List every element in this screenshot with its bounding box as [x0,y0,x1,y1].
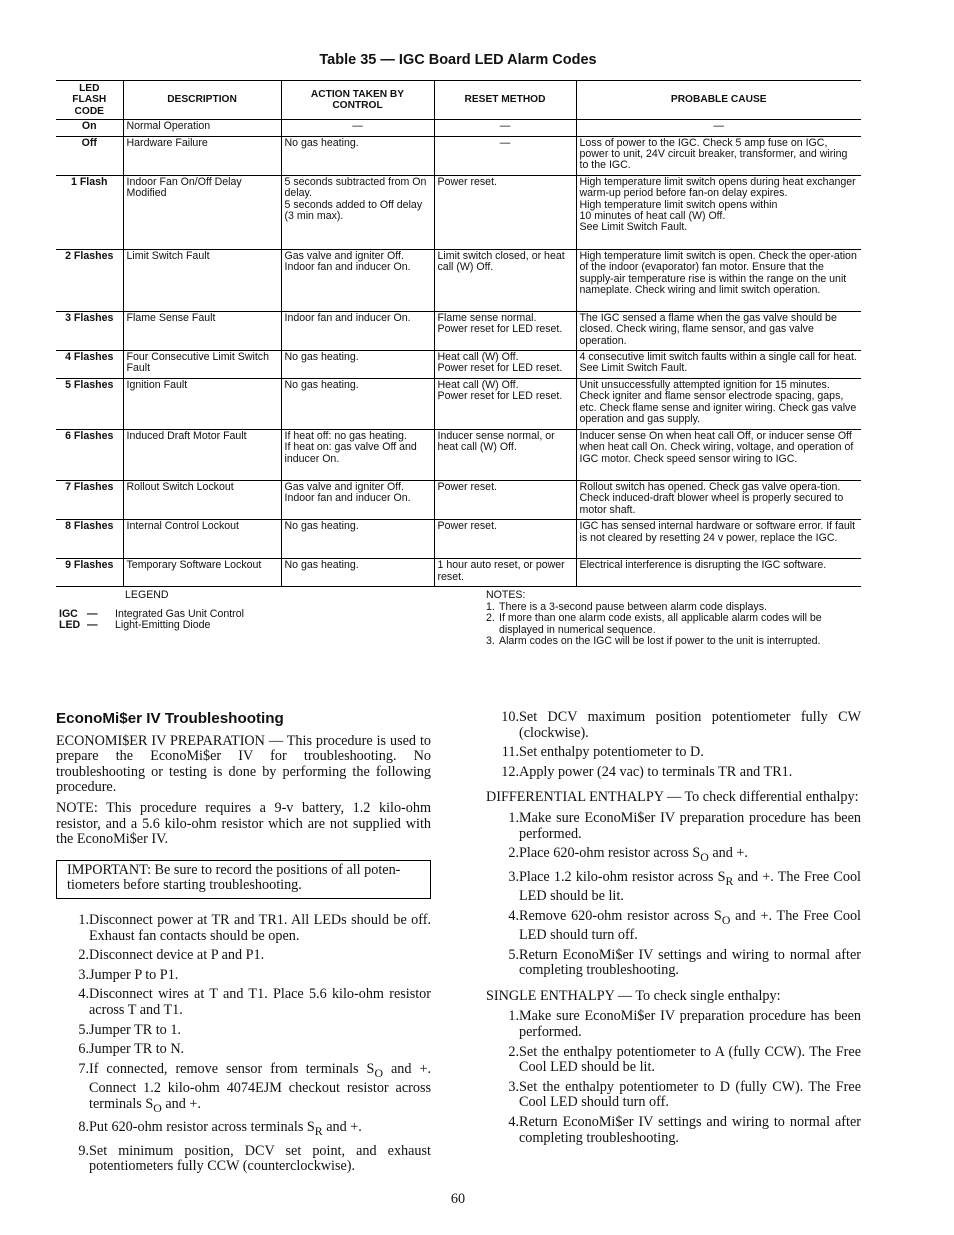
prep-steps [56,913,431,1175]
list-item [486,846,861,865]
list-item [56,1120,431,1139]
list-item [56,913,431,944]
cell-code: On [56,120,123,136]
table-row [56,249,861,311]
step-number: 2. [508,1043,519,1060]
table-row [56,136,861,175]
cell-cause: Electrical interference is disrupting the IGC software. [576,559,861,587]
page-number: 60 [450,1191,466,1207]
cell-code: 8 Flashes [56,520,123,559]
right-column [486,710,861,1150]
step-text: Set minimum position, DCV set point, and exhaust potentiometers fully CCW (counterclockwise). [89,1142,431,1175]
cell-reset: 1 hour auto reset, or power reset. [434,559,576,587]
cell-code: 3 Flashes [56,311,123,350]
list-item [56,1023,431,1039]
cell-reset: — [434,136,576,175]
legend-dash: — [87,607,98,620]
cell-reset: — [434,120,576,136]
cell-reset: Heat call (W) Off. Power reset for LED reset. [434,351,576,379]
list-item [486,909,861,944]
note-number: 3. [486,635,495,647]
section-heading: EconoMi$er IV Troubleshooting [56,710,284,727]
step-text: Make sure EconoMi$er IV preparation procedure has been performed. [519,1008,861,1040]
table-row [56,120,861,136]
step-text: Remove 620-ohm resistor across $S_O$ and +. The Free Cool LED should turn off. [519,907,862,944]
legend-abbr: IGC [59,607,78,620]
list-item [486,710,861,741]
step-number: 10. [501,709,519,725]
differential-steps [486,811,861,979]
cell-cause: The IGC sensed a flame when the gas valve should be closed. Check wiring, flame sensor, and gas valve operation. [576,311,861,350]
notes [486,590,866,648]
cell-reset: Limit switch closed, or heat call (W) Off. [434,249,576,311]
prep-steps-continued [486,710,861,780]
cell-action: 5 seconds subtracted from On delay. 5 seconds added to Off delay (3 min max). [281,175,434,249]
alarm-codes-table [56,80,861,587]
cell-action: Gas valve and igniter Off. Indoor fan and inducer On. [281,480,434,519]
list-item [486,745,861,761]
step-text: Set enthalpy potentiometer to D. [519,744,704,761]
step-text: Disconnect wires at T and T1. Place 5.6 kilo-ohm resistor across T and T1. [89,986,431,1018]
step-number: 1. [508,809,519,826]
differential-enthalpy-intro: DIFFERENTIAL ENTHALPY — To check differential enthalpy: [486,789,859,806]
cell-reset: Power reset. [434,520,576,559]
cell-description: Limit Switch Fault [123,249,281,311]
table-header-row [56,81,861,120]
note-number: 2. [486,612,495,624]
cell-description: Rollout Switch Lockout [123,480,281,519]
step-number: 3. [508,1078,519,1095]
note-paragraph: NOTE: This procedure requires a 9-v battery, 1.2 kilo-ohm resistor, and a 5.6 kilo-ohm resistor which are not supplied with the EconoMi$er IV. [56,799,431,848]
legend-abbr: LED [59,619,81,631]
step-text: Jumper P to P1. [89,966,179,983]
step-text: Set the enthalpy potentiometer to A (fully CCW). The Free Cool LED should be lit. [519,1043,861,1076]
step-text: Disconnect device at P and P1. [89,947,265,964]
step-number: 12. [501,763,519,780]
list-item [486,765,861,781]
note-text: Alarm codes on the IGC will be lost if power to the unit is interrupted. [499,635,821,647]
step-number: 4. [508,907,519,924]
header-description: DESCRIPTION [123,81,281,120]
cell-description: Indoor Fan On/Off Delay Modified [123,175,281,249]
list-item [486,811,861,842]
cell-code: 4 Flashes [56,351,123,379]
table-title: Table 35 — IGC Board LED Alarm Codes [319,52,597,68]
cell-action: — [281,120,434,136]
list-item [486,948,861,979]
important-box: IMPORTANT: Be sure to record the positions of all poten-tiometers before starting troubleshooting. [56,860,431,899]
step-number: 5. [78,1021,89,1038]
step-number: 2. [508,845,519,862]
cell-action: Gas valve and igniter Off. Indoor fan and inducer On. [281,249,434,311]
step-text: If connected, remove sensor from terminals $S_O$ and +. Connect 1.2 kilo-ohm 4074EJM checkout resistor across terminals $S_O$ and +. [89,1060,431,1115]
note-number: 1. [486,600,495,613]
step-number: 9. [78,1142,89,1159]
step-text: Apply power (24 vac) to terminals TR and TR1. [519,763,793,780]
step-number: 3. [508,868,519,885]
step-text: Return EconoMi$er IV settings and wiring to normal after completing troubleshooting. [519,1113,861,1146]
cell-reset: Power reset. [434,480,576,519]
table-row [56,378,861,429]
step-number: 2. [78,947,89,964]
cell-cause: — [576,120,861,136]
cell-cause: High temperature limit switch opens during heat exchanger warm-up period before fan-on delay expires. High temperature limit switch opens within 10 minutes of heat call (W) Off. See Limit Switch Fault. [576,175,861,249]
list-item [56,1062,431,1116]
cell-action: If heat off: no gas heating. If heat on: gas valve Off and inducer On. [281,429,434,480]
note-item [486,613,866,636]
cell-code: 2 Flashes [56,249,123,311]
step-text: Set the enthalpy potentiometer to D (fully CW). The Free Cool LED should turn off. [519,1078,861,1111]
step-number: 1. [78,911,89,928]
cell-description: Four Consecutive Limit Switch Fault [123,351,281,379]
step-number: 6. [78,1041,89,1058]
cell-reset: Heat call (W) Off. Power reset for LED reset. [434,378,576,429]
table-row [56,559,861,587]
cell-cause: IGC has sensed internal hardware or software error. If fault is not cleared by resetting 24 v power, replace the IGC. [576,520,861,559]
table-row [56,351,861,379]
note-text: If more than one alarm code exists, all applicable alarm codes will be displayed in numerical sequence. [499,612,822,636]
cell-code: 7 Flashes [56,480,123,519]
cell-action: Indoor fan and inducer On. [281,311,434,350]
list-item [56,1144,431,1175]
step-number: 5. [508,946,519,963]
table-row [56,520,861,559]
list-item [56,968,431,984]
step-text: Place 620-ohm resistor across $S_O$ and +. [519,845,748,864]
step-text: Set DCV maximum position potentiometer fully CW (clockwise). [519,709,861,741]
cell-cause: Inducer sense On when heat call Off, or inducer sense Off when heat call On. Check wiring, voltage, and operation of IGC motor. Check speed sensor wiring to IGC. [576,429,861,480]
list-item [56,1042,431,1058]
list-item [486,870,861,905]
legend [59,590,244,632]
step-number: 11. [501,744,519,761]
step-number: 4. [78,986,89,1003]
list-item [56,987,431,1018]
cell-action: No gas heating. [281,136,434,175]
step-number: 1. [508,1008,519,1025]
cell-action: No gas heating. [281,559,434,587]
cell-code: Off [56,136,123,175]
header-action: ACTION TAKEN BY CONTROL [281,81,434,120]
step-number: 4. [508,1113,519,1130]
list-item [56,948,431,964]
cell-cause: 4 consecutive limit switch faults within a single call for heat. See Limit Switch Fault. [576,351,861,379]
header-led-flash-code: LED FLASH CODE [56,81,123,120]
cell-code: 6 Flashes [56,429,123,480]
step-text: Make sure EconoMi$er IV preparation procedure has been performed. [519,809,861,842]
cell-action: No gas heating. [281,378,434,429]
cell-cause: High temperature limit switch is open. Check the oper-ation of the indoor (evaporator) fan motor. Ensure that the supply-air temperature rise is within the range on the unit nameplate. Check wiring and limit switch operation. [576,249,861,311]
step-number: 7. [78,1060,89,1077]
step-text: Place 1.2 kilo-ohm resistor across $S_R$ and +. The Free Cool LED should be lit. [519,868,861,904]
cell-action: No gas heating. [281,351,434,379]
cell-cause: Loss of power to the IGC. Check 5 amp fuse on IGC, power to unit, 24V circuit breaker, transformer, and wiring to the IGC. [576,136,861,175]
step-text: Put 620-ohm resistor across terminals $S_R$ and +. [89,1119,362,1138]
table-row [56,311,861,350]
step-text: Return EconoMi$er IV settings and wiring to normal after completing troubleshooting. [519,946,861,979]
cell-description: Induced Draft Motor Fault [123,429,281,480]
header-probable-cause: PROBABLE CAUSE [576,81,861,120]
table-row [56,480,861,519]
list-item [486,1080,861,1111]
list-item [486,1045,861,1076]
list-item [486,1009,861,1040]
single-enthalpy-intro: SINGLE ENTHALPY — To check single enthalpy: [486,987,781,1004]
cell-reset: Power reset. [434,175,576,249]
legend-dash: — [87,619,98,631]
legend-text: Light-Emitting Diode [115,619,211,631]
left-column [56,710,431,1179]
step-number: 8. [78,1119,89,1136]
table-row [56,175,861,249]
cell-code: 1 Flash [56,175,123,249]
legend-title: LEGEND [125,589,169,601]
cell-cause: Unit unsuccessfully attempted ignition for 15 minutes. Check igniter and flame sensor electrode spacing, gaps, etc. Check flame sense and igniter wiring. Check gas valve operation and gas supply. [576,378,861,429]
cell-action: No gas heating. [281,520,434,559]
cell-description: Ignition Fault [123,378,281,429]
cell-description: Internal Control Lockout [123,520,281,559]
cell-description: Hardware Failure [123,136,281,175]
table-row [56,429,861,480]
step-text: Jumper TR to N. [89,1041,185,1058]
step-number: 3. [78,966,89,983]
cell-description: Temporary Software Lockout [123,559,281,587]
step-text: Disconnect power at TR and TR1. All LEDs should be off. Exhaust fan contacts should be open. [89,911,431,944]
cell-code: 5 Flashes [56,378,123,429]
header-reset-method: RESET METHOD [434,81,576,120]
step-text: Jumper TR to 1. [89,1021,181,1038]
legend-text: Integrated Gas Unit Control [115,607,244,620]
cell-cause: Rollout switch has opened. Check gas valve opera-tion. Check induced-draft blower wheel is properly secured to motor shaft. [576,480,861,519]
cell-reset: Inducer sense normal, or heat call (W) Off. [434,429,576,480]
notes-title: NOTES: [486,589,526,601]
note-item [486,636,866,648]
legend-item [59,620,244,632]
prep-paragraph: ECONOMI$ER IV PREPARATION — This procedure is used to prepare the EconoMi$er IV for troubleshooting. No troubleshooting or testing is done by performing the following procedure. [56,732,431,796]
list-item [486,1115,861,1146]
single-steps [486,1009,861,1146]
cell-code: 9 Flashes [56,559,123,587]
cell-description: Flame Sense Fault [123,311,281,350]
cell-reset: Flame sense normal. Power reset for LED reset. [434,311,576,350]
cell-description: Normal Operation [123,120,281,136]
note-text: There is a 3-second pause between alarm code displays. [499,600,767,613]
